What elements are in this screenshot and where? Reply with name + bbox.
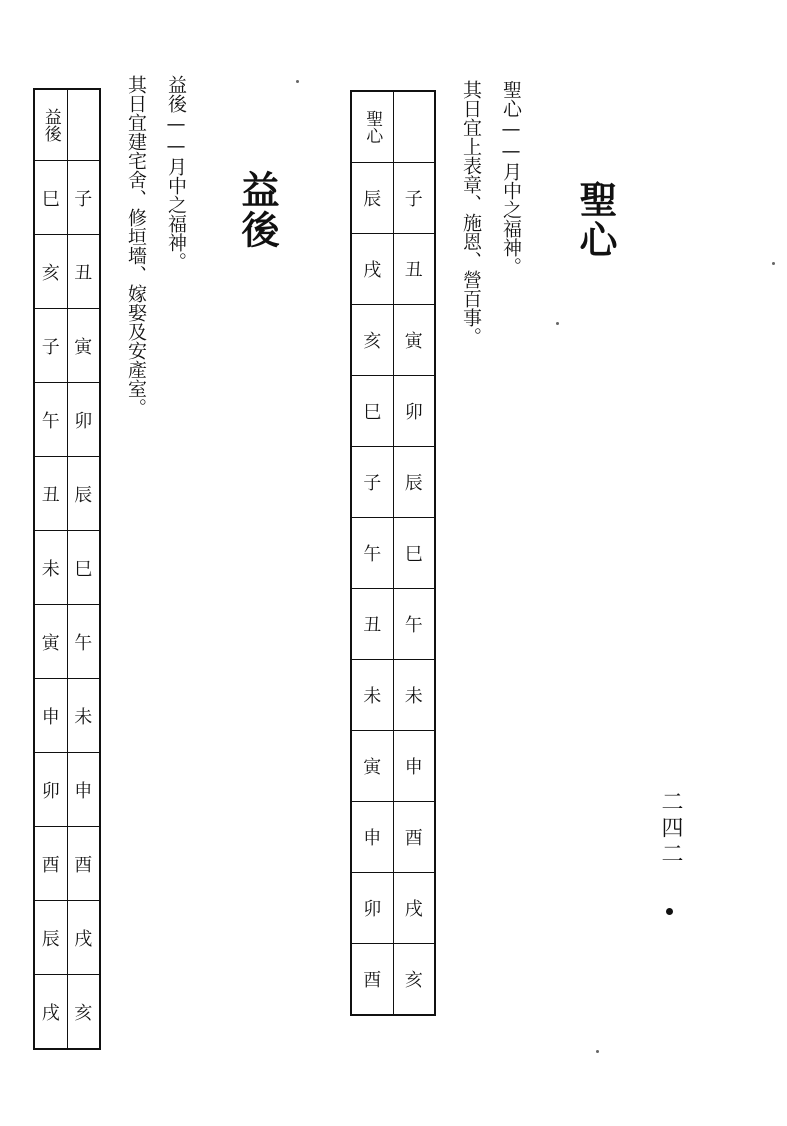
cell-day-branch: 午 (34, 383, 67, 457)
table-header-month (67, 89, 100, 161)
cell-month-branch: 戌 (67, 901, 100, 975)
table-row (34, 383, 100, 457)
section-usage-yihou: 其日宜建宅舍、修垣墻、嫁娶及安產室。 (125, 75, 147, 417)
scan-speck (556, 322, 559, 325)
almanac-table-shengxin (350, 90, 436, 1016)
cell-month-branch: 卯 (67, 383, 100, 457)
cell-month-branch: 午 (393, 589, 435, 660)
cell-month-branch: 未 (393, 660, 435, 731)
cell-day-branch: 酉 (351, 944, 393, 1016)
cell-day-branch: 卯 (34, 753, 67, 827)
cell-month-branch: 丑 (393, 234, 435, 305)
scan-speck (772, 262, 775, 265)
table-header-row (34, 89, 100, 161)
cell-day-branch: 亥 (34, 235, 67, 309)
scan-speck (296, 80, 299, 83)
cell-day-branch: 戌 (34, 975, 67, 1050)
section-desc-shengxin: 聖心——月中之福神。 (500, 80, 522, 276)
table-row (351, 731, 435, 802)
cell-day-branch: 亥 (351, 305, 393, 376)
cell-month-branch: 酉 (67, 827, 100, 901)
cell-month-branch: 子 (67, 161, 100, 235)
cell-day-branch: 申 (34, 679, 67, 753)
table-row (34, 901, 100, 975)
table-row (351, 660, 435, 731)
table-row (351, 305, 435, 376)
cell-day-branch: 未 (351, 660, 393, 731)
cell-day-branch: 辰 (351, 163, 393, 234)
cell-month-branch: 午 (67, 605, 100, 679)
cell-month-branch: 巳 (67, 531, 100, 605)
table-row (351, 447, 435, 518)
table-header-spirit: 聖心 (351, 91, 393, 163)
cell-day-branch: 巳 (34, 161, 67, 235)
table-row (34, 235, 100, 309)
cell-month-branch: 亥 (393, 944, 435, 1016)
table-row (34, 161, 100, 235)
cell-day-branch: 丑 (34, 457, 67, 531)
table-row (34, 457, 100, 531)
cell-day-branch: 寅 (34, 605, 67, 679)
table-header-row (351, 91, 435, 163)
table-header-month (393, 91, 435, 163)
cell-month-branch: 卯 (393, 376, 435, 447)
table-row (351, 589, 435, 660)
cell-day-branch: 未 (34, 531, 67, 605)
cell-month-branch: 申 (393, 731, 435, 802)
cell-day-branch: 子 (351, 447, 393, 518)
cell-day-branch: 卯 (351, 873, 393, 944)
cell-month-branch: 申 (67, 753, 100, 827)
cell-day-branch: 寅 (351, 731, 393, 802)
table-row (34, 309, 100, 383)
section-usage-shengxin: 其日宜上表章、施恩、營百事。 (460, 80, 482, 346)
table-row (34, 605, 100, 679)
cell-month-branch: 亥 (67, 975, 100, 1050)
cell-month-branch: 未 (67, 679, 100, 753)
table-row (351, 802, 435, 873)
cell-month-branch: 酉 (393, 802, 435, 873)
page-number-dot (666, 908, 673, 915)
cell-month-branch: 寅 (67, 309, 100, 383)
cell-day-branch: 丑 (351, 589, 393, 660)
cell-day-branch: 子 (34, 309, 67, 383)
table-row (351, 944, 435, 1016)
cell-day-branch: 申 (351, 802, 393, 873)
cell-month-branch: 戌 (393, 873, 435, 944)
almanac-table-yihou (33, 88, 101, 1050)
table-row (351, 234, 435, 305)
table-row (351, 873, 435, 944)
table-row (34, 975, 100, 1050)
cell-day-branch: 戌 (351, 234, 393, 305)
table-row (34, 827, 100, 901)
section-title-shengxin: 聖心 (573, 180, 617, 260)
page-number: 二四二 (658, 790, 683, 868)
cell-day-branch: 辰 (34, 901, 67, 975)
cell-month-branch: 子 (393, 163, 435, 234)
cell-month-branch: 丑 (67, 235, 100, 309)
cell-day-branch: 酉 (34, 827, 67, 901)
table-row (351, 163, 435, 234)
table-row (351, 376, 435, 447)
cell-day-branch: 巳 (351, 376, 393, 447)
table-row (351, 518, 435, 589)
cell-day-branch: 午 (351, 518, 393, 589)
section-title-yihou: 益後 (235, 170, 279, 250)
table-row (34, 753, 100, 827)
table-header-spirit: 益後 (34, 89, 67, 161)
table-row (34, 531, 100, 605)
cell-month-branch: 辰 (67, 457, 100, 531)
table-row (34, 679, 100, 753)
cell-month-branch: 寅 (393, 305, 435, 376)
scan-speck (596, 1050, 599, 1053)
section-desc-yihou: 益後——月中之福神。 (165, 75, 187, 271)
cell-month-branch: 巳 (393, 518, 435, 589)
cell-month-branch: 辰 (393, 447, 435, 518)
